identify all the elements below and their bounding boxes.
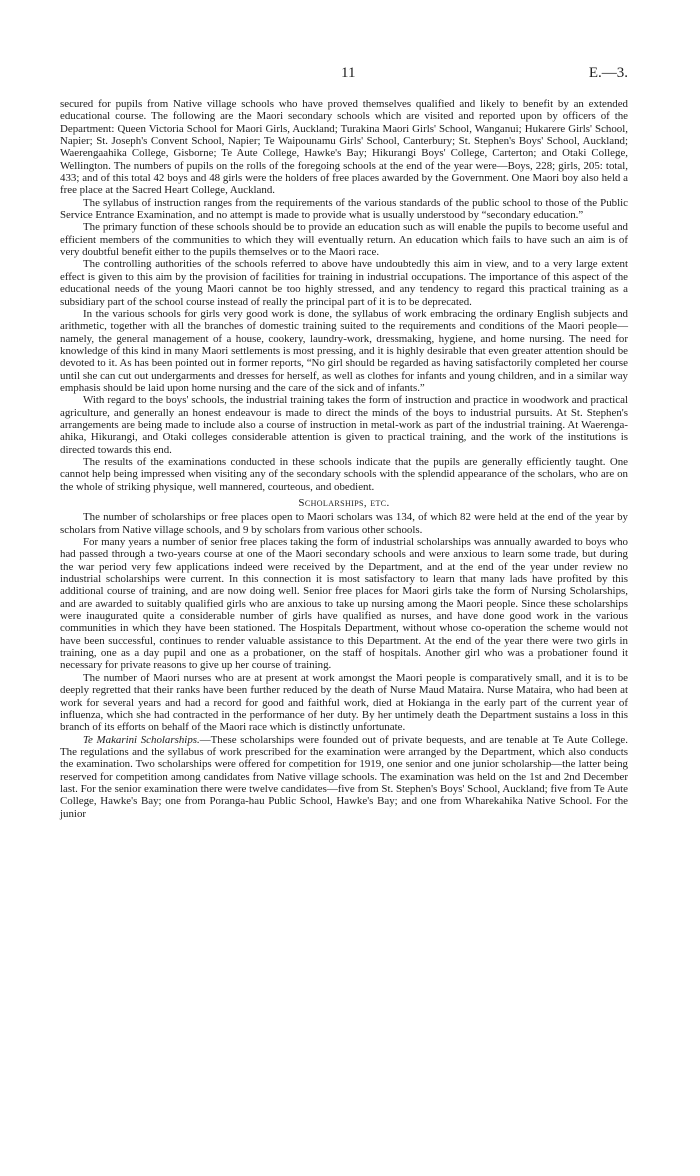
paragraph: In the various schools for girls very good work is done, the syllabus of work embracing the ordinary English subjects and arithmetic, together with all the branches of domestic training suited to the requirements and conditions of the Maori people—namely, the general management of a house, cookery, laundry-work, dressmaking, hygiene, and home nursing. The need for knowledge of this kind in many Maori settlements is most pressing, and it is highly desirable that even greater attention should be devoted to it. As has been pointed out in former reports, “No girl should be regarded as having satisfactorily completed her course until she can cut out undergarments and dresses for herself, as well as clothes for infants and young children, and in a similar way emphasis should be laid upon home nursing and the care of the sick and of infants.”	[60, 307, 628, 394]
page-number: 11	[341, 65, 356, 81]
document-reference: E.—3.	[588, 65, 628, 81]
paragraph-text: —These scholarships were founded out of private bequests, and are tenable at Te Aute College. The regulations and the syllabus of work prescribed for the examination were arranged by the Department, which also conducts the examination. Two scholarships were offered for competition for 1919, one senior and one junior scholarship—the latter being reserved for competition among candidates from Native village schools. The examination was held on the 1st and 2nd December last. For the senior examination there were twelve candidates—five from St. Stephen's Boys' School, Auckland; five from Te Aute College, Hawke's Bay; one from Poranga-hau Public School, Hawke's Bay; and one from Wharekahika Native School. For the junior	[60, 733, 628, 820]
paragraph: The controlling authorities of the schools referred to above have undoubtedly this aim in view, and to a very large extent effect is given to this aim by the provision of facilities for training in industrial occupations. The importance of this aspect of the educational needs of the young Maori cannot be too highly stressed, and any tendency to regard this practical training as a subsidiary part of the school course instead of really the principal part of it is to be deprecated.	[60, 258, 628, 308]
document-page	[60, 0, 628, 820]
page-header	[60, 0, 628, 98]
paragraph: The syllabus of instruction ranges from the requirements of the various standards of the public school to those of the Public Service Entrance Examination, and no attempt is made to provide what is usually understood by “secondary education.”	[60, 196, 628, 222]
section-heading: Scholarships, etc.	[298, 497, 390, 509]
paragraph: For many years a number of senior free places taking the form of industrial scholarships was annually awarded to boys who had passed through a two-years course at one of the Maori secondary schools and were anxious to learn some trade, but during the war period very few applications indeed were received by the Department, and at the end of the year under review no industrial scholarships were current. In this connection it is most satisfactory to learn that many lads have profited by this additional course of training, and are now doing well. Senior free places for Maori girls take the form of Nursing Scholarships, and are awarded to suitably qualified girls who are anxious to take up nursing among the Maori people. Since these scholarships were inaugurated quite a considerable number of girls have qualified as nurses, and have done good work in the various communities in which they have been stationed. The Hospitals Department, without whose co-operation the scheme would not have been successful, continues to render valuable assistance to this Department. At the end of the year there were two girls in training, one as a day pupil and one as a probationer, on the staff of hospitals. Another girl who was a probationer found it necessary for private reasons to give up her course of training.	[60, 536, 628, 672]
paragraph: With regard to the boys' schools, the industrial training takes the form of instruction and practice in woodwork and practical agriculture, and generally an honest endeavour is made to direct the minds of the boys to industrial pursuits. At St. Stephen's arrangements are being made to include also a course of instruction in metal-work as part of the industrial training. At Waerenga-ahika, Hikurangi, and Otaki colleges considerable attention is given to practical training, and the work of the institutions is directed towards this end.	[60, 394, 628, 456]
paragraph: secured for pupils from Native village schools who have proved themselves qualified and likely to benefit by an extended educational course. The following are the Maori secondary schools which are visited and reported upon by officers of the Department: Queen Victoria School for Maori Girls, Auckland; Turakina Maori Girls' School, Wanganui; Hukarere Girls' School, Napier; St. Joseph's Convent School, Napier; Te Waipounamu Girls' School, Canterbury; St. Stephen's Boys' School, Auckland; Waerengaahika College, Gisborne; Te Aute College, Hawke's Bay; Hikurangi Boys' College, Carterton; and Otaki College, Wellington. The numbers of pupils on the rolls of the foregoing schools at the end of the year were—Boys, 228; girls, 205: total, 433; and of this total 42 boys and 48 girls were the holders of free places awarded by the Government. One Maori boy also held a free place at the Sacred Heart College, Auckland.	[60, 98, 628, 197]
paragraph-te-makarini	[60, 734, 628, 820]
paragraph: The primary function of these schools should be to provide an education such as will enable the pupils to become useful and efficient members of the communities to which they will eventually return. An education which fails to have such an aim is of very doubtful benefit either to the pupils themselves or to the Maori race.	[60, 221, 628, 259]
italic-lead: Te Makarini Scholarships.	[83, 733, 200, 746]
paragraph: The number of scholarships or free places open to Maori scholars was 134, of which 82 were held at the end of the year by scholars from Native village schools, and 9 by scholars from various other schools.	[60, 511, 628, 536]
paragraph: The results of the examinations conducted in these schools indicate that the pupils are generally efficiently taught. One cannot help being impressed when visiting any of the secondary schools with the splendid appearance of the scholars, who are on the whole of striking physique, well mannered, courteous, and obedient.	[60, 455, 628, 493]
paragraph: The number of Maori nurses who are at present at work amongst the Maori people is comparatively small, and it is to be deeply regretted that their ranks have been further reduced by the death of Nurse Maud Mataira. Nurse Mataira, who had been at work for several years and had a record for good and faithful work, died at Hokianga in the early part of the current year of influenza, which she had contracted in the performance of her duty. By her untimely death the Department sustains a loss in this branch of its efforts on behalf of the Maori race which is distinctly unfortunate.	[60, 671, 628, 734]
